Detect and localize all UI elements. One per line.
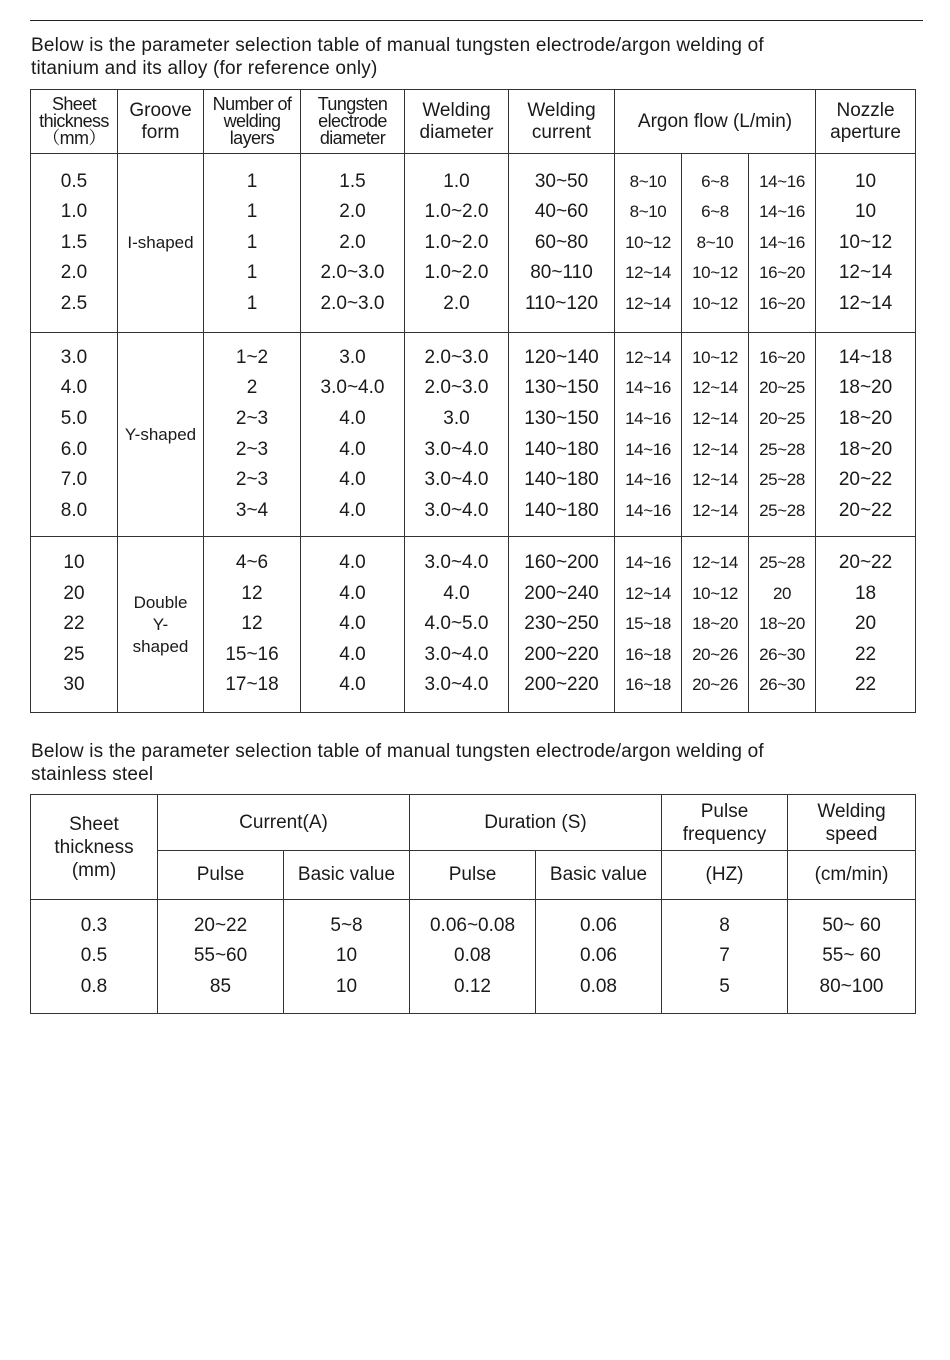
group-row xyxy=(31,154,916,333)
cell-value: 14~16 xyxy=(625,439,671,459)
cell-value: 2 xyxy=(246,377,258,399)
cell-value: 2.0 xyxy=(443,292,470,314)
cell-value: 4.0 xyxy=(339,499,366,521)
cell-value: 3.0~4.0 xyxy=(424,552,489,574)
groove-form-label: Double xyxy=(133,592,188,612)
groove-form-label: Y-shaped xyxy=(124,424,197,444)
cell-value: 20 xyxy=(854,613,877,635)
cell-value: 160~200 xyxy=(524,552,599,574)
cell-value: 2.5 xyxy=(60,292,88,314)
welding-current-cell xyxy=(509,154,615,333)
cell-value: 1.0 xyxy=(60,201,88,223)
nozzle-aperture-cell xyxy=(816,154,916,333)
cell-value: 14~16 xyxy=(625,470,671,490)
cell-value: 12~14 xyxy=(692,378,738,398)
cell-value: 10 xyxy=(63,552,85,574)
cell-value: 12~14 xyxy=(625,293,671,313)
cell-value: 18~20 xyxy=(692,614,738,634)
cell-value: 20~26 xyxy=(692,644,738,664)
argon-flow-c-cell xyxy=(749,333,816,537)
argon-flow-a-cell xyxy=(615,537,682,713)
cell-value: 26~30 xyxy=(759,644,805,664)
cell-value: 1 xyxy=(246,292,258,314)
cell-value: 1.0~2.0 xyxy=(424,262,489,284)
welding-layers-cell xyxy=(204,333,301,537)
cell-value: 140~180 xyxy=(524,438,599,460)
cell-value: 0.08 xyxy=(580,975,617,997)
cell-value: 4.0 xyxy=(339,643,366,665)
welding-diameter-cell xyxy=(405,154,509,333)
cell-value: 8~10 xyxy=(629,202,667,222)
argon-flow-c-cell xyxy=(749,537,816,713)
nozzle-aperture-cell xyxy=(816,537,916,713)
cell-value: 2.0 xyxy=(339,201,366,223)
header-nozzle-aperture: Nozzle aperture xyxy=(816,90,916,154)
groove-form-cell xyxy=(118,154,204,333)
header-duration: Duration (S) xyxy=(410,795,662,851)
caption-line: Below is the parameter selection table of manual tungsten electrode/argon welding of xyxy=(31,741,764,762)
groove-form-cell xyxy=(118,333,204,537)
argon-flow-a-cell xyxy=(615,154,682,333)
cell-value: 12~14 xyxy=(625,347,671,367)
subheader-duration-basic: Basic value xyxy=(536,851,662,900)
cell-value: 1.5 xyxy=(339,170,366,192)
cell-value: 2~3 xyxy=(235,469,269,491)
cell-value: 55~60 xyxy=(193,945,248,967)
cell-value: 12~14 xyxy=(692,470,738,490)
cell-value: 14~16 xyxy=(625,553,671,573)
cell-value: 12~14 xyxy=(692,500,738,520)
cell-value: 16~20 xyxy=(759,347,805,367)
cell-value: 20~22 xyxy=(838,499,893,521)
subheader-duration-pulse: Pulse xyxy=(410,851,536,900)
cell-value: 30 xyxy=(63,674,85,696)
cell-value: 30~50 xyxy=(534,170,589,192)
welding-layers-cell xyxy=(204,537,301,713)
subheader-speed-unit: (cm/min) xyxy=(788,851,916,900)
cell-value: 80~100 xyxy=(819,975,884,997)
cell-value: 3.0~4.0 xyxy=(424,499,489,521)
cell-value: 12~14 xyxy=(692,408,738,428)
cell-value: 4.0 xyxy=(339,674,366,696)
argon-flow-a-cell xyxy=(615,333,682,537)
cell-value: 8 xyxy=(719,914,730,936)
cell-value: 1.0~2.0 xyxy=(424,231,489,253)
cell-value: 130~150 xyxy=(524,407,599,429)
cell-value: 3.0~4.0 xyxy=(424,469,489,491)
cell-value: 2.0 xyxy=(339,231,366,253)
cell-value: 0.06 xyxy=(580,945,617,967)
cell-value: 200~220 xyxy=(524,674,599,696)
titanium-caption xyxy=(31,34,911,80)
cell-value: 18 xyxy=(854,582,877,604)
cell-value: 10~12 xyxy=(692,347,738,367)
cell-value: 14~16 xyxy=(759,171,805,191)
cell-value: 1.5 xyxy=(60,231,88,253)
argon-flow-b-cell xyxy=(682,537,749,713)
cell-value: 40~60 xyxy=(534,201,589,223)
cell-value: 55~ 60 xyxy=(822,945,881,967)
header-electrode-diameter: Tungsten electrode diameter xyxy=(301,90,405,154)
cell-value: 15~18 xyxy=(625,614,671,634)
cell-value: 60~80 xyxy=(534,231,589,253)
cell-value: 10 xyxy=(854,201,877,223)
subheader-frequency-unit: (HZ) xyxy=(662,851,788,900)
header-welding-diameter: Welding diameter xyxy=(405,90,509,154)
welding-current-cell xyxy=(509,333,615,537)
header-current: Current(A) xyxy=(158,795,410,851)
electrode-diameter-cell xyxy=(301,154,405,333)
cell-value: 0.12 xyxy=(454,975,491,997)
cell-value: 4.0 xyxy=(339,407,366,429)
header-groove-form: Groove form xyxy=(118,90,204,154)
cell-value: 10 xyxy=(854,170,877,192)
cell-value: 20~26 xyxy=(692,675,738,695)
cell-value: 3~4 xyxy=(235,499,269,521)
cell-value: 140~180 xyxy=(524,499,599,521)
cell-value: 12~14 xyxy=(692,553,738,573)
top-rule xyxy=(30,20,923,21)
cell-value: 4.0 xyxy=(443,582,470,604)
cell-value: 10~12 xyxy=(692,293,738,313)
cell-value: 20~22 xyxy=(838,552,893,574)
welding-current-cell xyxy=(509,537,615,713)
cell-value: 2.0~3.0 xyxy=(424,377,489,399)
cell-value: 14~18 xyxy=(838,346,893,368)
cell-value: 20 xyxy=(772,583,792,603)
sheet-thickness-cell xyxy=(31,537,118,713)
cell-value: 1 xyxy=(246,262,258,284)
groove-form-label: shaped xyxy=(132,636,189,656)
cell-value: 1 xyxy=(246,170,258,192)
cell-value: 18~20 xyxy=(838,438,893,460)
cell-value: 1~2 xyxy=(235,346,269,368)
duration-basic-cell xyxy=(536,900,662,1014)
cell-value: 4.0 xyxy=(339,469,366,491)
cell-value: 4~6 xyxy=(235,552,269,574)
subheader-current-pulse: Pulse xyxy=(158,851,284,900)
current-pulse-cell xyxy=(158,900,284,1014)
cell-value: 16~18 xyxy=(625,675,671,695)
header-row xyxy=(31,90,916,154)
cell-value: 1 xyxy=(246,201,258,223)
caption-line: Below is the parameter selection table of manual tungsten electrode/argon welding of xyxy=(31,35,764,56)
cell-value: 15~16 xyxy=(225,643,279,665)
cell-value: 3.0 xyxy=(443,407,470,429)
cell-value: 3.0~4.0 xyxy=(424,438,489,460)
cell-value: 2.0 xyxy=(60,262,88,284)
cell-value: 4.0 xyxy=(60,377,88,399)
current-basic-cell xyxy=(284,900,410,1014)
cell-value: 17~18 xyxy=(225,674,279,696)
cell-value: 14~16 xyxy=(625,408,671,428)
cell-value: 0.3 xyxy=(80,914,108,936)
cell-value: 6.0 xyxy=(60,438,88,460)
cell-value: 14~16 xyxy=(625,500,671,520)
cell-value: 18~20 xyxy=(759,614,805,634)
cell-value: 12~14 xyxy=(838,262,893,284)
caption-line: titanium and its alloy (for reference only) xyxy=(31,58,378,79)
cell-value: 0.5 xyxy=(80,945,108,967)
header-welding-layers: Number of welding layers xyxy=(204,90,301,154)
cell-value: 6~8 xyxy=(701,202,729,222)
header-welding-current: Welding current xyxy=(509,90,615,154)
cell-value: 1 xyxy=(246,231,258,253)
cell-value: 8~10 xyxy=(629,171,667,191)
groove-form-label: I-shaped xyxy=(127,233,194,252)
cell-value: 20~22 xyxy=(193,914,248,936)
cell-value: 10~12 xyxy=(692,583,738,603)
cell-value: 10~12 xyxy=(838,231,893,253)
cell-value: 12~14 xyxy=(625,263,671,283)
cell-value: 3.0~4.0 xyxy=(320,377,385,399)
welding-layers-cell xyxy=(204,154,301,333)
cell-value: 3.0~4.0 xyxy=(424,643,489,665)
duration-pulse-cell xyxy=(410,900,536,1014)
group-row xyxy=(31,333,916,537)
stainless-parameter-table xyxy=(30,794,916,1014)
cell-value: 4.0 xyxy=(339,552,366,574)
cell-value: 0.5 xyxy=(60,170,88,192)
cell-value: 12~14 xyxy=(625,583,671,603)
speed-cell xyxy=(788,900,916,1014)
cell-value: 10 xyxy=(335,975,358,997)
cell-value: 25~28 xyxy=(759,470,805,490)
sheet-thickness-cell xyxy=(31,333,118,537)
cell-value: 110~120 xyxy=(524,292,599,314)
argon-flow-b-cell xyxy=(682,333,749,537)
cell-value: 12 xyxy=(241,582,263,604)
groove-form-label: Y- xyxy=(152,614,169,634)
cell-value: 7.0 xyxy=(60,469,88,491)
cell-value: 3.0 xyxy=(60,346,88,368)
cell-value: 10~12 xyxy=(692,263,738,283)
welding-diameter-cell xyxy=(405,537,509,713)
thickness-cell xyxy=(31,900,158,1014)
cell-value: 4.0 xyxy=(339,438,366,460)
cell-value: 12 xyxy=(241,613,263,635)
group-row xyxy=(31,537,916,713)
argon-flow-b-cell xyxy=(682,154,749,333)
header-row xyxy=(31,795,916,851)
cell-value: 2~3 xyxy=(235,438,269,460)
cell-value: 120~140 xyxy=(524,346,599,368)
cell-value: 18~20 xyxy=(838,407,893,429)
cell-value: 0.08 xyxy=(454,945,491,967)
cell-value: 22 xyxy=(854,674,877,696)
cell-value: 25~28 xyxy=(759,439,805,459)
frequency-cell xyxy=(662,900,788,1014)
cell-value: 0.8 xyxy=(80,975,108,997)
cell-value: 25~28 xyxy=(759,553,805,573)
cell-value: 130~150 xyxy=(524,377,599,399)
cell-value: 20~25 xyxy=(759,378,805,398)
cell-value: 5~8 xyxy=(330,914,363,936)
cell-value: 3.0 xyxy=(339,346,366,368)
cell-value: 7 xyxy=(719,945,730,967)
cell-value: 80~110 xyxy=(530,262,593,284)
cell-value: 5.0 xyxy=(60,407,88,429)
cell-value: 12~14 xyxy=(692,439,738,459)
electrode-diameter-cell xyxy=(301,537,405,713)
cell-value: 50~ 60 xyxy=(822,914,881,936)
cell-value: 20~22 xyxy=(838,469,893,491)
cell-value: 25 xyxy=(63,643,85,665)
cell-value: 5 xyxy=(719,975,730,997)
argon-flow-c-cell xyxy=(749,154,816,333)
cell-value: 22 xyxy=(63,613,85,635)
cell-value: 26~30 xyxy=(759,675,805,695)
caption-line: stainless steel xyxy=(31,764,154,785)
data-row xyxy=(31,900,916,1014)
stainless-caption xyxy=(31,740,911,786)
cell-value: 14~16 xyxy=(759,232,805,252)
cell-value: 200~240 xyxy=(524,582,599,604)
cell-value: 0.06 xyxy=(580,914,617,936)
cell-value: 16~20 xyxy=(759,263,805,283)
cell-value: 2.0~3.0 xyxy=(424,346,489,368)
sheet-thickness-cell xyxy=(31,154,118,333)
cell-value: 1.0~2.0 xyxy=(424,201,489,223)
header-argon-flow: Argon flow (L/min) xyxy=(615,90,816,154)
cell-value: 8~10 xyxy=(696,232,734,252)
welding-diameter-cell xyxy=(405,333,509,537)
cell-value: 0.06~0.08 xyxy=(429,914,516,936)
cell-value: 4.0~5.0 xyxy=(424,613,489,635)
cell-value: 4.0 xyxy=(339,582,366,604)
cell-value: 3.0~4.0 xyxy=(424,674,489,696)
cell-value: 20~25 xyxy=(759,408,805,428)
cell-value: 2~3 xyxy=(235,407,269,429)
cell-value: 200~220 xyxy=(524,643,599,665)
cell-value: 16~18 xyxy=(625,644,671,664)
subheader-row xyxy=(31,851,916,900)
cell-value: 140~180 xyxy=(524,469,599,491)
cell-value: 20 xyxy=(63,582,85,604)
electrode-diameter-cell xyxy=(301,333,405,537)
cell-value: 10 xyxy=(335,945,358,967)
header-welding-speed: Welding speed xyxy=(788,795,916,851)
cell-value: 22 xyxy=(854,643,877,665)
subheader-current-basic: Basic value xyxy=(284,851,410,900)
groove-form-cell xyxy=(118,537,204,713)
header-sheet-thickness: Sheet thickness (mm) xyxy=(31,795,158,900)
cell-value: 12~14 xyxy=(838,292,893,314)
cell-value: 85 xyxy=(209,975,232,997)
header-pulse-frequency: Pulse frequency xyxy=(662,795,788,851)
cell-value: 18~20 xyxy=(838,377,893,399)
titanium-parameter-table xyxy=(30,89,916,713)
cell-value: 230~250 xyxy=(524,613,599,635)
cell-value: 8.0 xyxy=(60,499,88,521)
nozzle-aperture-cell xyxy=(816,333,916,537)
cell-value: 1.0 xyxy=(443,170,470,192)
cell-value: 14~16 xyxy=(625,378,671,398)
header-sheet-thickness: Sheet thickness （mm） xyxy=(31,90,118,154)
cell-value: 25~28 xyxy=(759,500,805,520)
cell-value: 6~8 xyxy=(701,171,729,191)
cell-value: 10~12 xyxy=(625,232,671,252)
cell-value: 2.0~3.0 xyxy=(320,292,385,314)
cell-value: 16~20 xyxy=(759,293,805,313)
cell-value: 4.0 xyxy=(339,613,366,635)
cell-value: 14~16 xyxy=(759,202,805,222)
cell-value: 2.0~3.0 xyxy=(320,262,385,284)
